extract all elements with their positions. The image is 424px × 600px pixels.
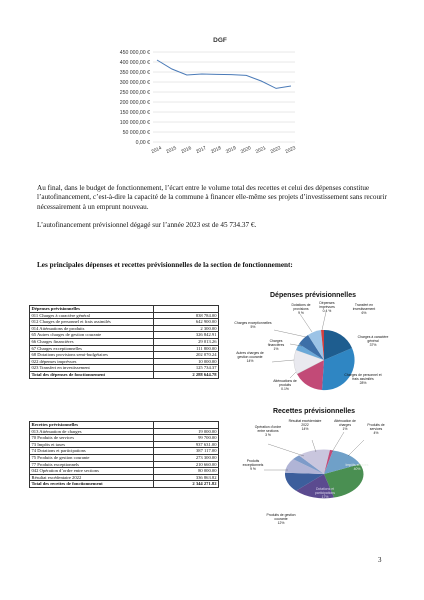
label-impots-taxes: Impôts et taxes 40% [345,463,369,471]
recettes-row [30,448,219,455]
depenses-row [30,319,219,326]
y-tick-label: 0,00 € [135,139,150,146]
depenses-row-label: 023 Transfert en investissement [30,365,154,372]
depenses-row-value: 2 300.00 [154,325,219,332]
depenses-row [30,345,219,352]
depenses-row [30,338,219,345]
label-charges-financieres: Charges financières 1% [267,339,285,351]
pie-depenses-container [228,292,398,412]
recettes-row [30,454,219,461]
label-resultat-excedentaire: Résultat excédentaire 2022 14% [288,419,322,431]
depenses-row-label: 022 dépenses imprévues [30,358,154,365]
y-tick-label: 150 000,00 € [119,109,150,116]
label-attenuation-charges: Atténuation de charges 1% [334,419,356,431]
depenses-row [30,332,219,339]
label-charges-exceptionnelles: Charges exceptionnelles 5% [234,321,272,329]
recettes-row [30,441,219,448]
pie-depenses-title: Dépenses prévisionnelles [270,292,356,299]
x-tick-label: 2017 [195,146,208,156]
depenses-row [30,358,219,365]
recettes-row-label: 013 Atténuation de charges [30,428,154,435]
chart-title: DGF [213,37,227,44]
depenses-row-value: 326 842.91 [154,332,219,339]
depenses-row-label: 012 Charges de personnel et frais assimilés [30,319,154,326]
recettes-row-value: 387 117.00 [154,448,219,455]
recettes-row-label: 70 Produits de services [30,435,154,442]
x-tick-label: 2022 [270,146,282,156]
y-tick-label: 400 000,00 € [119,59,150,66]
y-tick-label: 100 000,00 € [119,119,150,126]
section-heading: Les principales dépenses et recettes prévisionnelles de la section de fonctionnement: [37,261,293,269]
depenses-row-value: 10 000.00 [154,358,219,365]
x-tick-label: 2020 [240,146,253,156]
depenses-row-label: 67 Charges exceptionnelles [30,345,154,352]
depenses-total-row [30,371,219,378]
x-tick-label: 2014 [150,146,163,156]
recettes-table-title: Recettes prévisionnelles [30,422,154,429]
depenses-row-label: 66 Charges financières [30,338,154,345]
label-dotations-participations: Dotations et participations 17% [315,487,335,499]
depenses-row [30,312,219,319]
label-produits-gestion: Produits de gestion courante 12% [266,513,296,525]
recettes-row-label: 74 Dotations et participations [30,448,154,455]
dgf-series-line [157,60,291,88]
x-tick-label: 2016 [180,146,193,156]
depenses-row-label: 68 Dotations provisions semi-budgétaires [30,352,154,359]
recettes-row-label: 75 Produits de gestion courante [30,454,154,461]
label-operation-ordre: Opération d’ordre entre sections 3 % [254,425,282,437]
depenses-total-label: Total des dépenses de fonctionnement [30,371,154,378]
recettes-row-value: 80 000.00 [154,468,219,475]
x-tick-label: 2018 [210,146,223,156]
depenses-row-label: 011 Charges à caractère général [30,312,154,319]
recettes-total-label: Total des recettes de fonctionnement [30,481,154,488]
depenses-row [30,365,219,372]
y-tick-label: 350 000,00 € [119,69,150,76]
depenses-row [30,325,219,332]
label-produits-exceptionnels: Produits exceptionnels 9 % [242,459,264,471]
x-tick-label: 2015 [165,146,178,156]
recettes-row [30,474,219,481]
recettes-row-label: Résultat excédentaire 2022 [30,474,154,481]
y-tick-label: 450 000,00 € [119,49,150,56]
label-charges-personnel: Charges de personnel et frais assimilés 28% [344,373,382,385]
recettes-total-value: 2 344 271.82 [154,481,219,488]
depenses-row-value: 125 734.37 [154,365,219,372]
x-tick-label: 2021 [255,146,267,156]
recettes-row-label: 73 Impôts et taxes [30,441,154,448]
label-attenuations-produits: Atténuations de produits 0.1% [273,379,297,391]
depenses-total-value: 2 288 644.78 [154,371,219,378]
depenses-row-label: 65 Autres charges de gestion courante [30,332,154,339]
y-tick-label: 200 000,00 € [119,99,150,106]
recettes-row-value: 937 631.00 [154,441,219,448]
depenses-row-value: 111 800.00 [154,345,219,352]
depenses-table [29,305,219,379]
label-charges-caractere-general: Charges à caractère général 37% [357,335,389,347]
recettes-row-label: 042 Opération d’ordre entre sections [30,468,154,475]
pie-recettes-title: Recettes prévisionnelles [272,408,356,415]
y-tick-label: 250 000,00 € [119,89,150,96]
recettes-row-value: 336 863.82 [154,474,219,481]
recettes-row-value: 273 300.00 [154,454,219,461]
recettes-row-value: 19 000.00 [154,428,219,435]
recettes-row [30,468,219,475]
depenses-table-title: Dépenses prévisionnelles [30,306,154,313]
depenses-row-value: 29 013.26 [154,338,219,345]
y-tick-label: 300 000,00 € [119,79,150,86]
recettes-table [29,421,219,488]
x-tick-label: 2019 [225,146,238,156]
depenses-row [30,352,219,359]
recettes-total-row [30,481,219,488]
paragraph-autofinancement: Au final, dans le budget de fonctionnement, l’écart entre le volume total des recettes et celui des dépenses constitue l’autofinancement, c’est-à-dire la capacité de la commune à financer elle-même ses projets d’investissement sans recourir nécessairement à un emprunt nouveau. [37,184,387,211]
x-tick-label: 2023 [284,146,297,156]
label-autres-charges: Autres charges de gestion courante 14% [236,351,264,363]
label-dotations: Dotations de provisions 9 % [291,303,311,315]
recettes-row [30,461,219,468]
recettes-row-value: 210 660.00 [154,461,219,468]
depenses-row-value: 642 900.00 [154,319,219,326]
recettes-row [30,428,219,435]
y-tick-label: 50 000,00 € [122,129,150,136]
page-number: 3 [378,556,382,564]
depenses-row-value: 838 784.00 [154,312,219,319]
label-produits-services: Produits de services 4% [367,423,385,435]
depenses-row-value: 202 070.24 [154,352,219,359]
paragraph-autofinancement-2023: L’autofinancement prévisionnel dégagé sur l’année 2023 est de 45 734.37 €. [37,221,257,229]
pie-recettes-container [224,408,404,548]
recettes-row-label: 77 Produits exceptionnels [30,461,154,468]
label-depenses-imprevues: Dépenses imprévues 0.4 % [319,301,335,313]
recettes-row-value: 99 700.00 [154,435,219,442]
label-transfert-investissement: Transfert en investissement 6% [352,303,376,315]
recettes-row [30,435,219,442]
dgf-line-chart [95,30,345,160]
depenses-row-label: 014 Atténuations de produits [30,325,154,332]
